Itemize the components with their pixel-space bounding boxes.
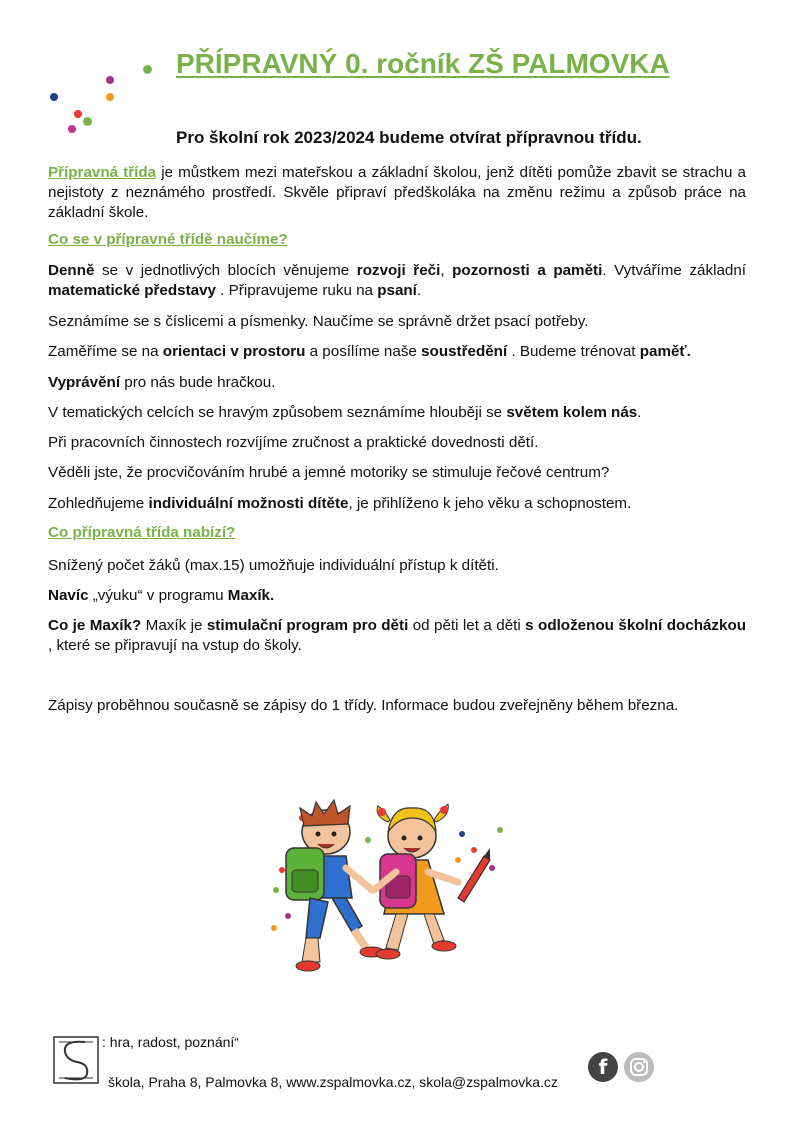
text: . [637, 404, 642, 421]
text-bold: orientaci v prostoru [162, 343, 306, 360]
page-title: PŘÍPRAVNÝ 0. ročník ZŠ PALMOVKA [176, 48, 670, 79]
section1-p5 [48, 403, 746, 423]
text: . Budeme trénovat [507, 343, 640, 360]
section1-p1 [48, 261, 746, 301]
text-bold: světem kolem nás [506, 404, 638, 421]
text-bold: Maxík. [227, 587, 275, 604]
text: . Vytváříme základní [602, 262, 747, 279]
page-subtitle: Pro školní rok 2023/2024 budeme otvírat přípravnou třídu. [176, 128, 642, 147]
section2-p2 [48, 586, 746, 606]
section2-p1: Snížený počet žáků (max.15) umožňuje individuální přístup k dítěti. [48, 557, 499, 574]
text-bold: soustředění [421, 343, 508, 360]
intro-text: je můstkem mezi mateřskou a základní školou, jenž dítěti pomůže zbavit se strachu a nejistoty z neznámého prostředí. Skvěle připraví předškoláka na změnu režimu a způsob práce na základní škole. [48, 164, 746, 221]
facebook-glyph: f [598, 1055, 608, 1079]
text-bold: paměť. [639, 343, 691, 360]
text-bold: rozvoji řeči [356, 262, 441, 279]
registration-info: Zápisy proběhnou současně se zápisy do 1 třídy. Informace budou zveřejněny během března. [48, 697, 679, 714]
text: V tematických celcích se hravým způsobem seznámíme hlouběji se [48, 404, 507, 421]
text: a posílíme naše [305, 343, 422, 360]
kids-illustration [262, 798, 512, 976]
instagram-glyph-icon [629, 1057, 649, 1077]
text: Maxík je [141, 617, 207, 634]
facebook-icon[interactable] [588, 1052, 618, 1082]
section1-p2: Seznámíme se s číslicemi a písmenky. Naučíme se správně držet psací potřeby. [48, 313, 589, 330]
text-bold: s odloženou školní docházkou [525, 617, 747, 634]
text-bold: Denně [48, 262, 95, 279]
section1-p3 [48, 342, 746, 362]
text-bold: psaní [377, 282, 417, 299]
text-bold: Vyprávění [48, 374, 121, 391]
section1-heading: Co se v přípravné třídě naučíme? [48, 231, 288, 248]
footer-motto: : hra, radost, poznání“ [102, 1034, 239, 1050]
intro-paragraph [48, 163, 746, 223]
footer-address: škola, Praha 8, Palmovka 8, www.zspalmovka.cz, skola@zspalmovka.cz [108, 1074, 558, 1090]
section1-p8 [48, 494, 746, 514]
text-bold: matematické představy [48, 282, 216, 299]
text-bold: Co je Maxík? [48, 617, 142, 634]
text: , které se připravují na vstup do školy. [48, 637, 302, 654]
text: , je přihlíženo k jeho věku a schopnostem. [348, 495, 632, 512]
section2-p3 [48, 616, 746, 656]
school-logo-icon [53, 1036, 99, 1084]
text: Zohledňujeme [48, 495, 149, 512]
intro-lead: Přípravná třída [48, 164, 157, 181]
text: Zaměříme se na [48, 343, 163, 360]
section2-heading: Co přípravná třída nabízí? [48, 524, 236, 541]
text: „výuku“ v programu [88, 587, 228, 604]
text: od pěti let a děti [408, 617, 526, 634]
text: . [416, 282, 422, 299]
section1-p4 [48, 373, 746, 393]
text: se v jednotlivých blocích věnujeme [94, 262, 357, 279]
text: , [440, 262, 453, 279]
section1-p7: Věděli jste, že procvičováním hrubé a jemné motoriky se stimuluje řečové centrum? [48, 464, 610, 481]
text: pro nás bude hračkou. [120, 374, 276, 391]
section1-p6: Při pracovních činnostech rozvíjíme zručnost a praktické dovednosti dětí. [48, 434, 539, 451]
text: . Připravujeme ruku na [216, 282, 378, 299]
text-bold: Navíc [48, 587, 89, 604]
text-bold: pozornosti a paměti [452, 262, 603, 279]
text-bold: stimulační program pro děti [206, 617, 409, 634]
text-bold: individuální možnosti dítěte [148, 495, 349, 512]
instagram-icon[interactable] [624, 1052, 654, 1082]
